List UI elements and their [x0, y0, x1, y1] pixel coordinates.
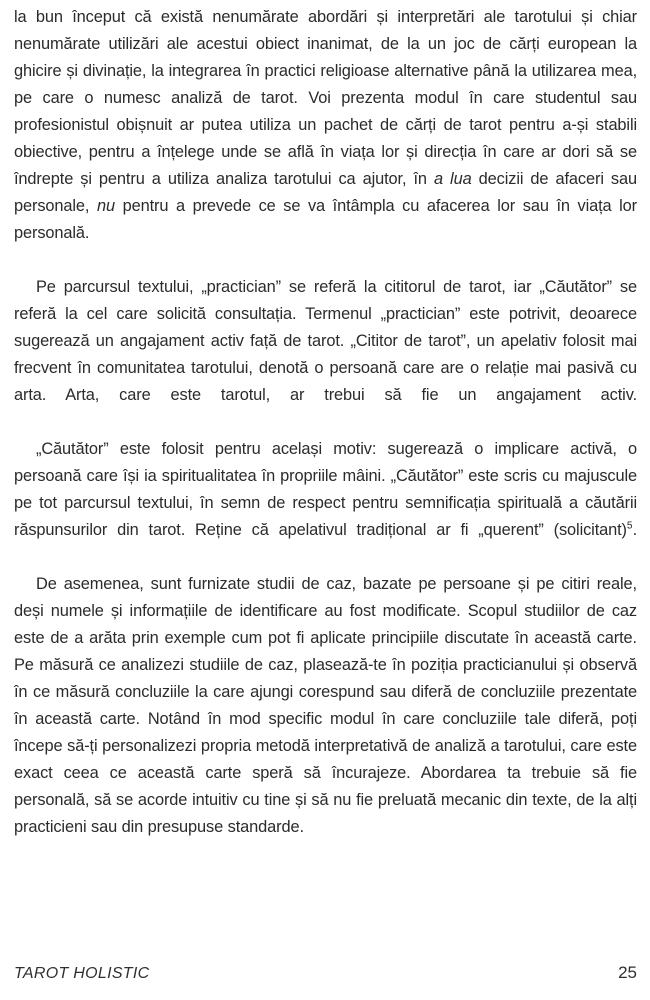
text-run: De asemenea, sunt furnizate studii de caz, bazate pe persoane și pe citiri reale, deși numele și informațiile de identificare au fost modificate. Scopul studiilor de caz este de a arăta prin exemple cum pot fi aplicate principiile discutate în această carte. Pe măsură ce analizezi studiile de caz, plasează-te în poziția practicianului și observă în ce măsură concluziile la care ajungi corespund sau diferă de concluziile prezentate în această carte. Notând în mod specific modul în care concluziile tale diferă, poți începe să-ți personalizezi propria metodă interpretativă de analiză a tarotului, care este exact ceea ce această carte speră să încurajeze. Abordarea ta trebuie să fie personală, să se acorde intuitiv cu tine și să nu fie preluată mecanic din texte, de la alți practicieni sau din presupuse standarde.: [14, 575, 637, 836]
paragraph: [14, 274, 637, 436]
text-run: la bun început că există nenumărate abordări și interpretări ale tarotului și chiar nenumărate utilizări ale acestui obiect inanimat, de la un joc de cărți european la ghicire și divinație, la integrarea în practici religioase alternative până la utilizarea mea, pe care o numesc analiză de tarot. Voi prezenta modul în care studentul sau profesionistul obișnuit ar putea utiliza un pachet de cărți de tarot pentru a-și stabili obiective, pentru a înțelege unde se află în viața lor și direcția în care ar dori să se îndrepte și pentru a utiliza analiza tarotului ca ajutor, în: [14, 8, 637, 188]
footnote-reference: 5: [626, 520, 633, 532]
page-footer: [14, 963, 637, 991]
paragraph: [14, 571, 637, 841]
text-run: Pe parcursul textului, „practician” se referă la cititorul de tarot, iar „Căutător” se referă la cel care solicită consultația. Termenul „practician” este potrivit, deoarece sugerează un angajament activ față de tarot. „Cititor de tarot”, un apelativ folosit mai frecvent în comunitatea tarotului, denotă o persoană care are o relație mai pasivă cu arta. Arta, care este tarotul, ar trebui să fie un angajament activ.: [14, 278, 637, 404]
text-run: pentru a prevede ce se va întâmpla cu afacerea lor sau în viața lor personală.: [14, 197, 637, 242]
emphasis-text: a lua: [433, 170, 472, 188]
paragraph: [14, 4, 637, 274]
text-run: decizii de afaceri sau personale,: [14, 170, 637, 215]
text-run: „Căutător” este folosit pentru același motiv: sugerează o implicare activă, o persoană care își ia spiritualitatea în propriile mâini. „Căutător” este scris cu majuscule pe tot parcursul textului, în semn de respect pentru semnificația spirituală a căutării răspunsurilor din tarot. Reține că apelativul tradițional ar fi „querent” (solicitant): [14, 440, 637, 539]
paragraph: [14, 436, 637, 571]
text-run: .: [632, 521, 637, 539]
running-title: TAROT HOLISTIC: [14, 965, 150, 982]
emphasis-text: nu: [96, 197, 115, 215]
body-text-column: [14, 4, 637, 841]
page-number: 25: [618, 963, 637, 982]
